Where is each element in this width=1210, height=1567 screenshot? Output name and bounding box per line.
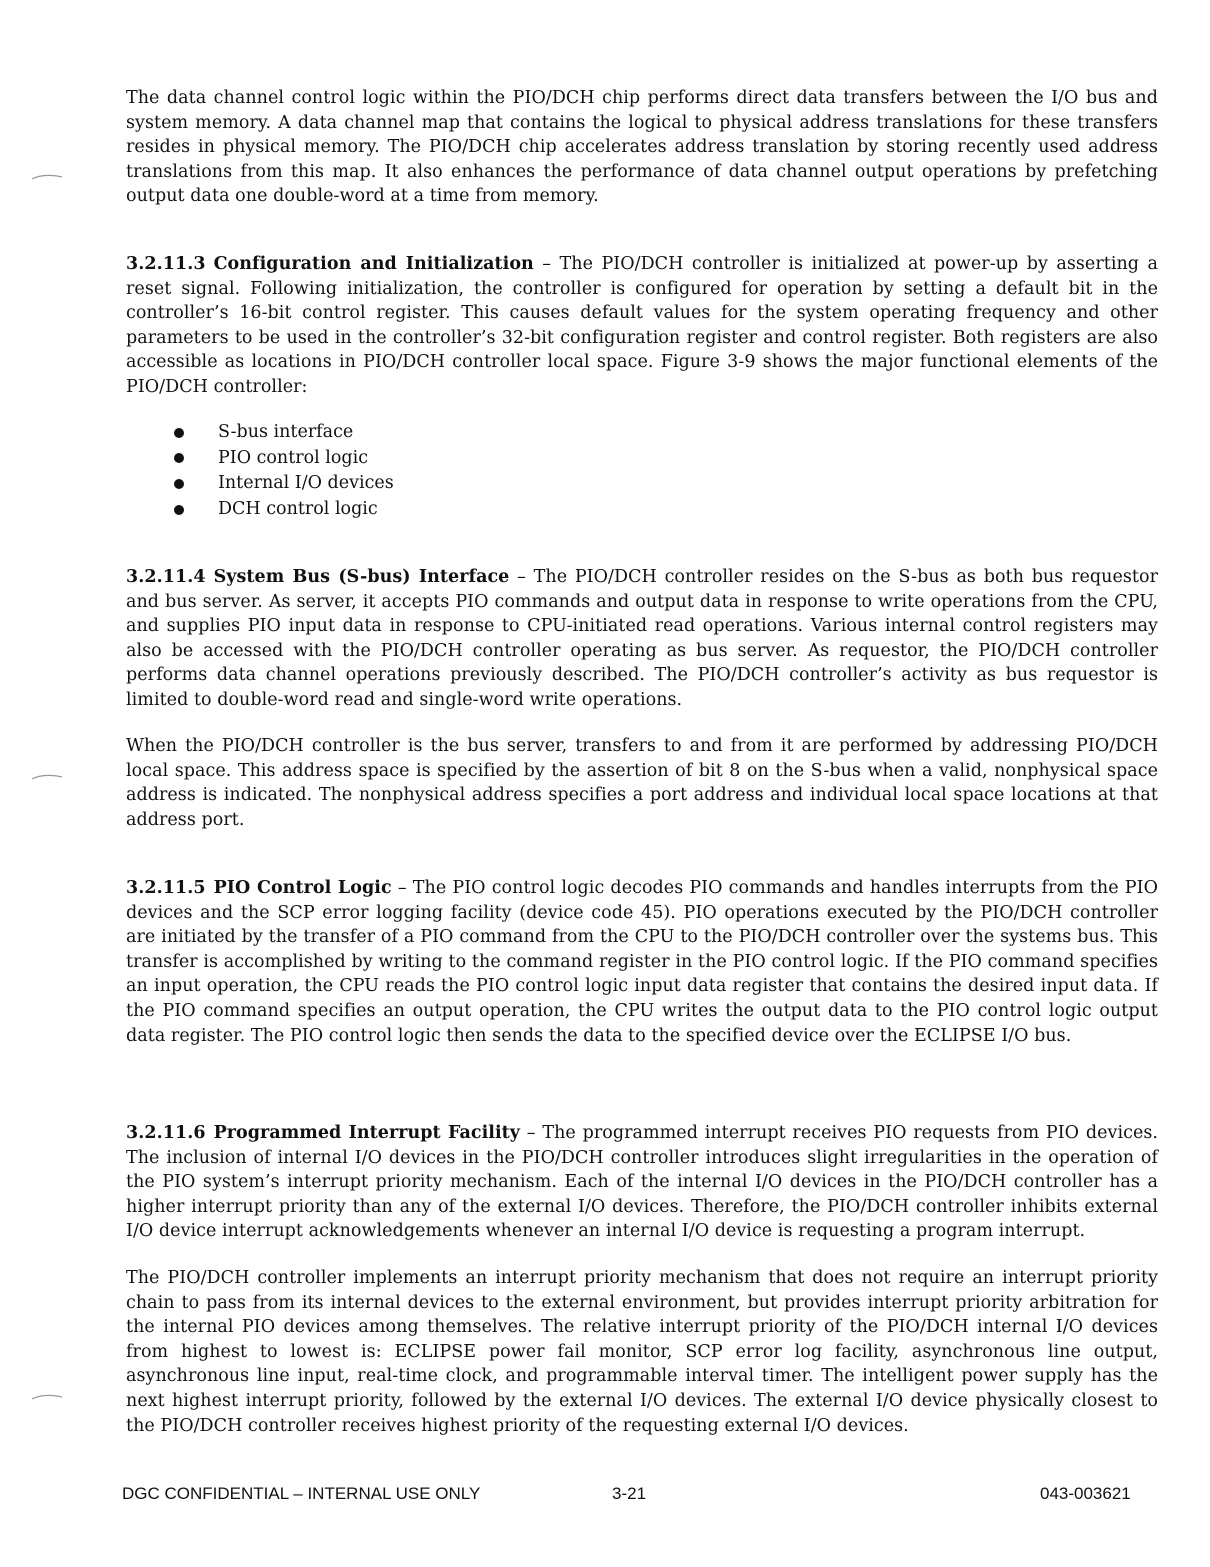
margin-mark <box>30 166 64 174</box>
margin-mark <box>30 766 64 774</box>
paragraph-interrupt-priority: The PIO/DCH controller implements an interrupt priority mechanism that does not require an interrupt priority chain to pass from its internal devices to the external environment, but provides interrupt priority arbitration for the internal PIO devices among themselves. The relative interrupt priority of the PIO/DCH internal I/O devices from highest to lowest is: ECLIPSE power fail monitor, SCP error log facility, asynchronous line output, asynchronous line input, real-time clock, and programmable interval timer. The intelligent power supply has the next highest interrupt priority, followed by the external I/O devices. The external I/O device physically closest to the PIO/DCH controller receives highest priority of the requesting external I/O devices. <box>126 1268 1158 1436</box>
section-number: 3.2.11.5 <box>126 878 206 898</box>
functional-elements-list <box>174 420 394 522</box>
section-body: – The PIO control logic decodes PIO commands and handles interrupts from the PIO devices and the SCP error logging facility (device code 45). PIO operations executed by the PIO/DCH controller are initiated by the transfer of a PIO command from the CPU to the PIO/DCH controller over the systems bus. This transfer is accomplished by writing to the command register in the PIO control logic. If the PIO command specifies an input operation, the CPU reads the PIO control logic input data register that contains the desired input data. If the PIO command specifies an output operation, the CPU writes the output data to the PIO control logic output data register. The PIO control logic then sends the data to the specified device over the ECLIPSE I/O bus. <box>126 878 1158 1046</box>
footer-confidential: DGC CONFIDENTIAL – INTERNAL USE ONLY <box>122 1484 481 1503</box>
section-title: Programmed Interrupt Facility <box>213 1123 521 1143</box>
list-item: S-bus interface <box>174 420 394 446</box>
paragraph-dch-overview: The data channel control logic within the PIO/DCH chip performs direct data transfers between the I/O bus and system memory. A data channel map that contains the logical to physical address translations for these transfers resides in physical memory. The PIO/DCH chip accelerates address translation by storing recently used address translations from this map. It also enhances the performance of data channel output operations by prefetching output data one double-word at a time from memory. <box>126 88 1158 207</box>
section-number: 3.2.11.4 <box>126 567 206 587</box>
section-3-2-11-5 <box>126 876 1158 1048</box>
section-body: – The programmed interrupt receives PIO requests from PIO devices. The inclusion of internal I/O devices in the PIO/DCH controller introduces slight irregularities in the operation of the PIO system’s interrupt priority mechanism. Each of the internal I/O devices in the PIO/DCH controller has a higher interrupt priority than any of the external I/O devices. Therefore, the PIO/DCH controller inhibits external I/O device interrupt acknowledgements whenever an internal I/O device is requesting a program interrupt. <box>126 1123 1158 1242</box>
section-body: – The PIO/DCH controller resides on the S-bus as both bus requestor and bus server. As server, it accepts PIO commands and output data in response to write operations from the CPU, and supplies PIO input data in response to CPU-initiated read operations. Various internal control registers may also be accessed with the PIO/DCH controller operating as bus server. As requestor, the PIO/DCH controller performs data channel operations previously described. The PIO/DCH controller’s activity as bus requestor is limited to double-word read and single-word write operations. <box>126 567 1158 710</box>
section-3-2-11-6 <box>126 1121 1158 1244</box>
section-title: Configuration and Initialization <box>213 254 534 274</box>
section-3-2-11-3 <box>126 252 1158 400</box>
list-item: PIO control logic <box>174 446 394 472</box>
bullet-icon <box>174 505 184 515</box>
list-item: DCH control logic <box>174 497 394 523</box>
margin-mark <box>30 1386 64 1394</box>
section-body: – The PIO/DCH controller is initialized at power-up by asserting a reset signal. Following initialization, the controller is configured for operation by setting a default bit in the controller’s 16-bit control register. This causes default values for the system operating frequency and other parameters to be used in the controller’s 32-bit configuration register and control register. Both registers are also accessible as locations in PIO/DCH controller local space. Figure 3-9 shows the major functional elements of the PIO/DCH controller: <box>126 254 1158 397</box>
bullet-icon <box>174 453 184 463</box>
section-3-2-11-4 <box>126 565 1158 713</box>
paragraph-bus-server: When the PIO/DCH controller is the bus server, transfers to and from it are performed by addressing PIO/DCH local space. This address space is specified by the assertion of bit 8 on the S-bus when a valid, nonphysical space address is indicated. The nonphysical address specifies a port address and individual local space locations at that address port. <box>126 736 1158 830</box>
section-title: System Bus (S-bus) Interface <box>213 567 510 587</box>
section-title: PIO Control Logic <box>213 878 392 898</box>
section-number: 3.2.11.6 <box>126 1123 206 1143</box>
list-item: Internal I/O devices <box>174 471 394 497</box>
bullet-icon <box>174 428 184 438</box>
bullet-icon <box>174 479 184 489</box>
section-number: 3.2.11.3 <box>126 254 206 274</box>
footer-page-number: 3-21 <box>612 1484 647 1503</box>
footer-doc-number: 043-003621 <box>1040 1484 1131 1503</box>
